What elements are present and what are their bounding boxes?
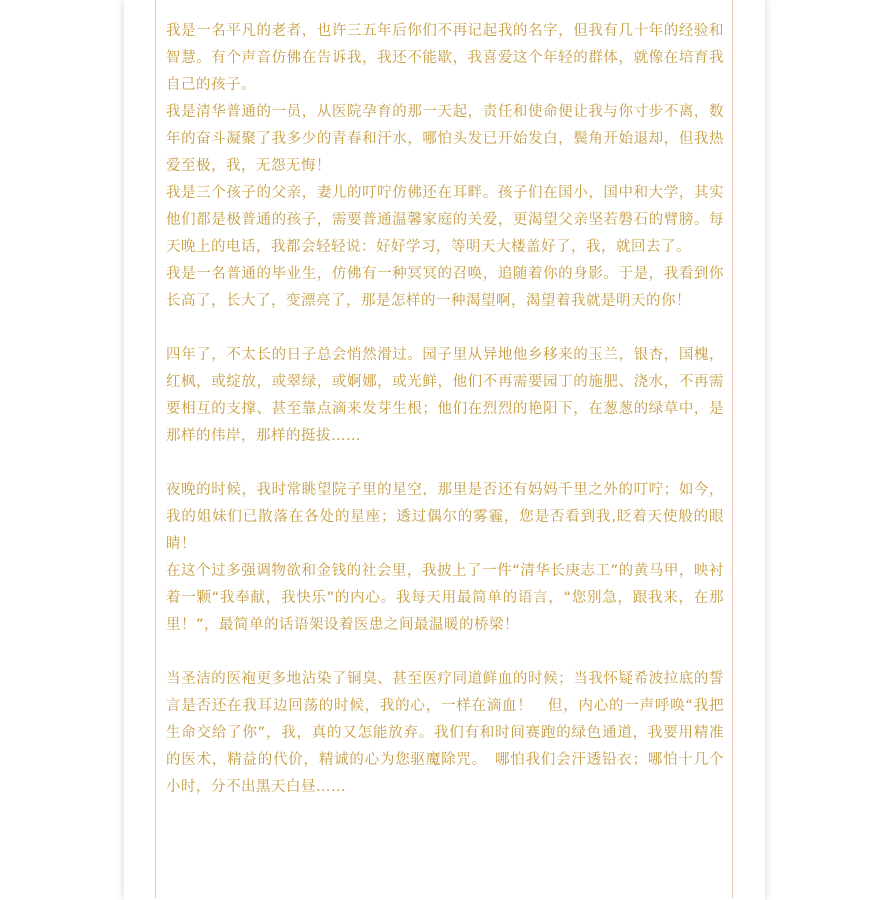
paragraph-night-sky: 夜晚的时候，我时常眺望院子里的星空，那里是否还有妈妈千里之外的叮咛；如今，我的姐妹们已散落在各处的星座；透过偶尔的雾霾，您是否看到我,眨着天使般的眼睛！ [166, 482, 724, 552]
paragraph-doctor-robe: 当圣洁的医袍更多地沾染了铜臭、甚至医疗同道鲜血的时候；当我怀疑希波拉底的誓言是否还在我耳边回荡的时候，我的心，一样在滴血！ 但，内心的一声呼唤“我把生命交给了你”，我，真的又怎能放弃。我们有和时间赛跑的绿色通道，我要用精准的医术，精益的代价，精诚的心为您驱魔除咒。 哪怕我们会汗透铅衣；哪怕十几个小时，分不出黑天白昼…… [166, 671, 724, 795]
page-card [124, 0, 765, 900]
paragraph-four-years: 四年了，不太长的日子总会悄然滑过。园子里从异地他乡移来的玉兰，银杏，国槐，红枫，或绽放，或翠绿，或婀娜，或光鲜，他们不再需要园丁的施肥、浇水，不再需要相互的支撑、甚至靠点滴来发芽生根；他们在烈烈的艳阳下，在葱葱的绿草中，是那样的伟岸，那样的挺拔…… [166, 347, 724, 444]
paragraph-elder: 我是一名平凡的老者，也许三五年后你们不再记起我的名字，但我有几十年的经验和智慧。有个声音仿佛在告诉我，我还不能歇，我喜爱这个年轻的群体，就像在培育我自己的孩子。 [166, 23, 724, 93]
article-frame [155, 0, 733, 898]
paragraph-father: 我是三个孩子的父亲，妻儿的叮咛仿佛还在耳畔。孩子们在国小，国中和大学，其实他们都是极普通的孩子，需要普通温馨家庭的关爱，更渴望父亲坚若磐石的臂膀。每天晚上的电话，我都会轻轻说：好好学习，等明天大楼盖好了，我，就回去了。 [166, 185, 724, 255]
paragraph-volunteer: 在这个过多强调物欲和金钱的社会里，我披上了一件“清华长庚志工”的黄马甲，映衬着一颗“我奉献，我快乐”的内心。我每天用最简单的语言，“您别急，跟我来，在那里！”，最简单的话语架设着医患之间最温暖的桥梁！ [166, 563, 724, 633]
article-body [166, 18, 724, 801]
paragraph-graduate: 我是一名普通的毕业生，仿佛有一种冥冥的召唤，追随着你的身影。于是，我看到你长高了，长大了，变漂亮了，那是怎样的一种渴望啊，渴望着我就是明天的你！ [166, 266, 724, 309]
paragraph-tsinghua-member: 我是清华普通的一员，从医院孕育的那一天起，责任和使命便让我与你寸步不离，数年的奋斗凝聚了我多少的青春和汗水，哪怕头发已开始发白，鬓角开始退却，但我热爱至极，我，无怨无悔！ [166, 104, 724, 174]
